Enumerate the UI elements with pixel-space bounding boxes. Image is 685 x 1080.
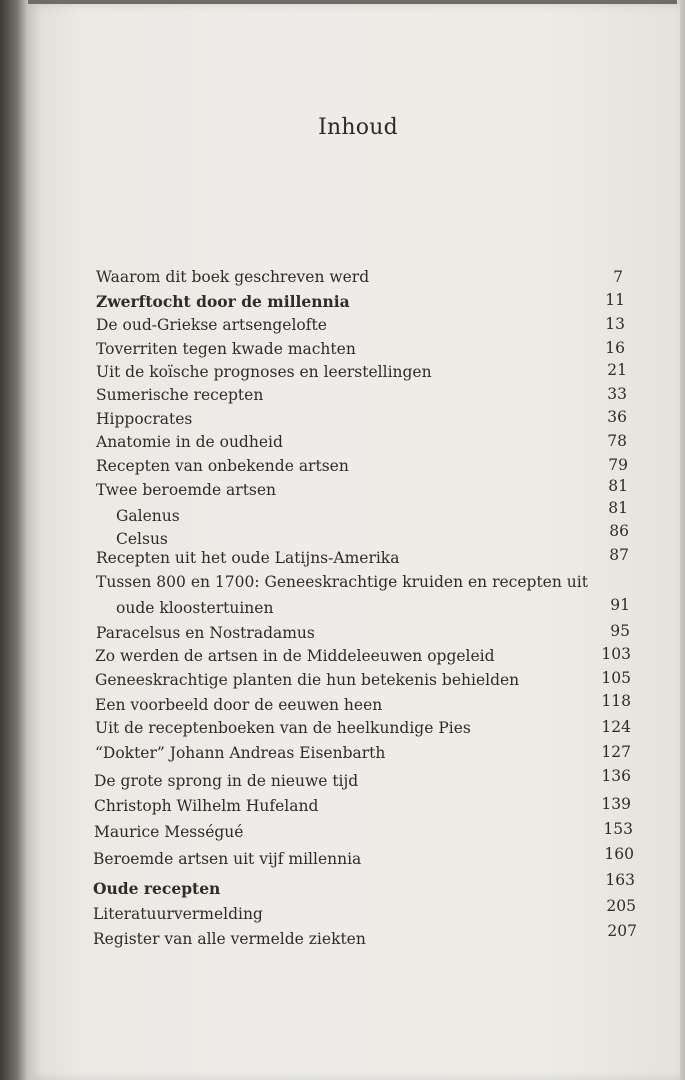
toc-entry-label: “Dokter” Johann Andreas Eisenbarth <box>95 744 386 762</box>
toc-entry-page: 81 <box>608 477 628 495</box>
toc-entry-page: 81 <box>608 499 628 517</box>
toc-entry-label: Paracelsus en Nostradamus <box>96 624 315 642</box>
toc-entry-page: 87 <box>609 546 629 564</box>
toc-entry-page: 153 <box>603 820 633 838</box>
toc-entry-label: Uit de koïsche prognoses en leerstellingen <box>96 363 432 381</box>
toc-entry-page: 124 <box>601 718 631 736</box>
toc-entry-page: 36 <box>607 408 627 426</box>
toc-entry-label: Waarom dit boek geschreven werd <box>96 268 370 286</box>
toc-entry-label: oude kloostertuinen <box>116 599 274 617</box>
toc-entry-label: Celsus <box>116 530 168 548</box>
toc-entry-page: 163 <box>605 871 635 889</box>
toc-entry-page: 16 <box>605 339 625 357</box>
toc-entry-label: Uit de receptenboeken van de heelkundige Pies <box>95 719 471 737</box>
toc-entry-label: Sumerische recepten <box>96 386 264 404</box>
toc-entry-page: 13 <box>605 315 625 333</box>
toc-entry-page: 139 <box>601 795 631 813</box>
toc-entry-label: Tussen 800 en 1700: Geneeskrachtige kruiden en recepten uit <box>96 573 588 591</box>
toc-entry-label: Maurice Mességué <box>94 823 244 841</box>
toc-entry-page: 95 <box>610 622 630 640</box>
toc-entry-page: 7 <box>613 268 623 286</box>
toc-entry-page: 21 <box>607 361 627 379</box>
toc-entry-label: Literatuurvermelding <box>93 905 263 923</box>
toc-entry-label: Anatomie in de oudheid <box>96 433 283 451</box>
toc-entry-label: Toverriten tegen kwade machten <box>96 340 356 358</box>
toc-entry-label: Geneeskrachtige planten die hun betekenis behielden <box>95 671 520 689</box>
toc-entry-page: 11 <box>605 291 625 309</box>
toc-entry-label: Zwerftocht door de millennia <box>96 292 350 311</box>
toc-entry-page: 207 <box>607 922 637 940</box>
toc-entry-page: 118 <box>601 692 631 710</box>
toc-entry-label: Twee beroemde artsen <box>96 481 277 499</box>
toc-entry-label: Recepten uit het oude Latijns-Amerika <box>96 549 400 567</box>
toc-entry-page: 33 <box>607 385 627 403</box>
toc-entry-page: 86 <box>609 522 629 540</box>
toc-entry-page: 91 <box>610 596 630 614</box>
toc-entry-page: 160 <box>604 845 634 863</box>
toc-entry-page: 136 <box>601 767 631 785</box>
toc-entry-label: Register van alle vermelde ziekten <box>93 930 366 948</box>
toc-entry-page: 105 <box>601 669 631 687</box>
toc-entry-page: 127 <box>601 743 631 761</box>
toc-entry-label: Zo werden de artsen in de Middeleeuwen opgeleid <box>95 647 495 665</box>
toc-entry-label: De oud-Griekse artsengelofte <box>96 316 327 334</box>
toc-entry-label: Hippocrates <box>96 410 193 428</box>
toc-entry-page: 103 <box>601 645 631 663</box>
toc-entry-label: Recepten van onbekende artsen <box>96 457 349 475</box>
toc-entry-label: Beroemde artsen uit vijf millennia <box>93 850 362 868</box>
toc-entry-label: De grote sprong in de nieuwe tijd <box>94 772 359 790</box>
toc-entry-label: Christoph Wilhelm Hufeland <box>94 797 319 815</box>
toc-entry-label: Oude recepten <box>93 879 221 898</box>
toc-entry-page: 79 <box>608 456 628 474</box>
page-title: Inhoud <box>318 115 398 140</box>
toc-entry-page: 78 <box>607 432 627 450</box>
toc-entry-page: 205 <box>606 897 636 915</box>
toc-entry-label: Galenus <box>116 507 180 525</box>
toc-entry-label: Een voorbeeld door de eeuwen heen <box>95 696 383 714</box>
